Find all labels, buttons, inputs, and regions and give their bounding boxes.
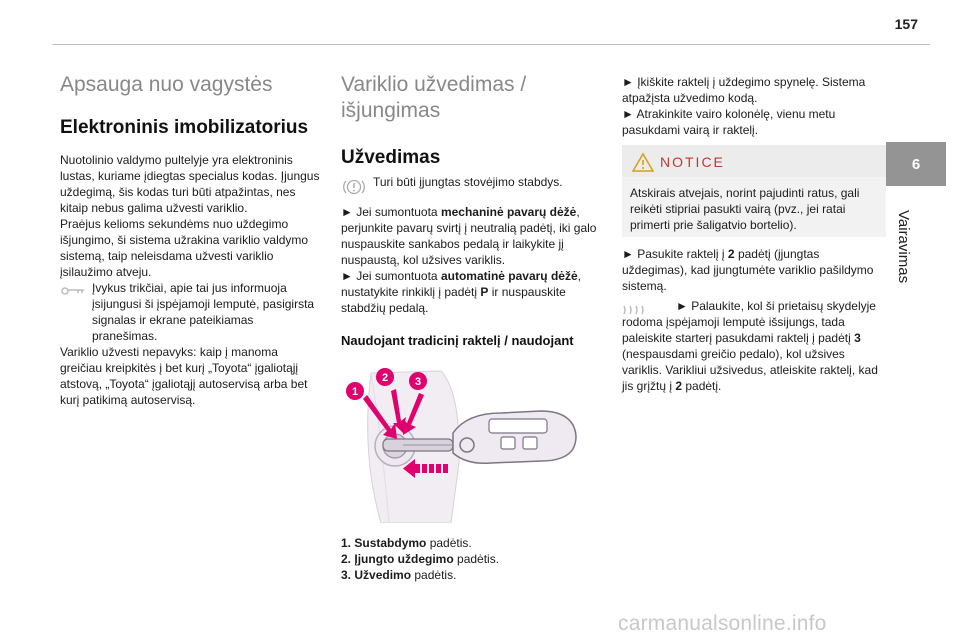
text-bold: automatinė pavarų dėžė [440,269,578,283]
callout-2: 2 [381,372,389,384]
paragraph: Praėjus kelioms sekundėms nuo uždegimo išjungimo, ši sistema užrakina variklio valdymo sistemą, taip neleisdama užvesti variklio įsilaužimo atveju. [60,217,309,279]
paragraph: Nuotolinio valdymo pultelyje yra elektroninis lustas, kuriame įdiegtas specialus kodas. Įjungus uždegimą, šis kodas turi būti atpažintas, nes kitaip nebus galima užvesti variklio. [60,153,320,215]
note-text: Turi būti įjungtas stovėjimo stabdys. [373,175,563,189]
section-title-line: Variklio užvedimas / [341,73,527,96]
legend-text: padėtis. [411,568,457,582]
bullet-automatic-gearbox [341,268,603,316]
preheating-icon [622,304,646,320]
figure-legend [341,535,603,583]
text: padėtį (įjungtas uždegimas), kad įjungtumėte variklio pašildymo sistemą. [622,247,874,293]
text: ► Palaukite, kol ši prietaisų skydelyje rodoma įspėjamoji lemputė išsijungs, tada paleiskite starterį pasukdami raktelį į padėtį [622,299,876,345]
note-text [622,298,886,394]
legend-num: 3. [341,568,352,582]
preheat-note [622,298,886,394]
page-number: 157 [894,16,918,32]
text-bold: 2 [675,379,683,393]
legend-text: padėtis. [453,552,500,566]
chapter-number: 6 [911,155,921,173]
text: ► Jei sumontuota [341,205,441,219]
text: ir nuspauskite stabdžių pedalą. [341,285,566,315]
legend-num: 2. [341,552,352,566]
text: ► Pasukite raktelį į [622,247,728,261]
warning-triangle-icon [632,152,654,177]
ignition-key-figure [341,353,603,523]
legend-item [341,551,603,567]
text: (nespausdami greičio pedalo), kol užsives variklis. Varikliui užsivedus, atleiskite raktelį, kad jis grįžtų į [622,347,878,393]
callout-3: 3 [414,376,422,388]
subheading-key: Naudojant tradicinį raktelį / naudojant [341,333,574,348]
legend-item [341,567,603,583]
legend-item [341,535,603,551]
watermark: carmanualsonline.info [618,612,827,635]
legend-term: Įjungto uždegimo [354,552,454,566]
warning-note [60,280,322,344]
text-bold: mechaninė pavarų dėžė [440,205,577,219]
legend-num: 1. [341,536,352,550]
paragraph: Variklio užvesti nepavyks: kaip į manoma greičiau kreipkitės į bet kurį „Toyota“ įgaliotąjį atstovą, „Toyota“ įgaliotąjį autoservisą arba bet kurį patikimą autoservisą. [60,345,308,407]
paragraph: ► Įkiškite raktelį į uždegimo spynelę. Sistema atpažįsta užvedimo kodą. [622,75,866,105]
text-bold: 2 [727,247,735,261]
chapter-tab [886,142,946,186]
column-1 [60,60,322,408]
heading-immobiliser: Elektroninis imobilizatorius [60,117,309,138]
text: padėtį. [682,379,722,393]
paragraph: ► Atrakinkite vairo kolonėlę, vienu metu pasukdami vairą ir raktelį. [622,107,836,137]
callout-1: 1 [351,386,359,398]
section-title-starting [341,72,603,124]
chapter-title-vertical [896,210,928,330]
column-2 [341,60,603,368]
text: ► Jei sumontuota [341,269,441,283]
notice-body: Atskirais atvejais, norint pajudinti ratus, gali reikėti stipriai pasukti vairą (pvz., jei ratai primerti prie šaligatvio bortelio). [630,186,860,232]
notice-box [622,145,886,237]
paragraph [622,246,886,294]
top-rule [52,44,930,45]
bullet-manual-gearbox [341,204,603,268]
parking-brake-icon [341,178,367,200]
column-3 [622,74,886,138]
text-bold: 3 [854,331,861,345]
column-3-lower [622,246,886,394]
legend-term: Sustabdymo [354,536,427,550]
text-bold: P [480,285,489,299]
note-text: Įvykus trikčiai, apie tai jus informuoja įsijungusi ši įspėjamoji lemputė, pasigirsta signalas ir ekrane pateikiamas pranešimas. [92,281,315,343]
legend-text: padėtis. [426,536,472,550]
parking-brake-note [341,174,603,190]
legend-term: Užvedimo [354,568,412,582]
text: , nustatykite rinkiklį į padėtį [341,269,581,299]
text: , perjunkite pavarų svirtį į neutralią padėtį, iki galo nuspauskite sankabos pedalą ir laikykite jį nuspaustą, kol užsives variklis. [341,205,597,267]
heading-starting: Užvedimas [341,147,441,168]
section-title-antitheft: Apsauga nuo vagystės [60,73,273,96]
section-title-line: išjungimas [341,99,441,122]
chapter-title: Vairavimas [895,210,912,284]
immobiliser-key-icon [60,282,86,300]
notice-title: NOTICE [660,154,725,170]
